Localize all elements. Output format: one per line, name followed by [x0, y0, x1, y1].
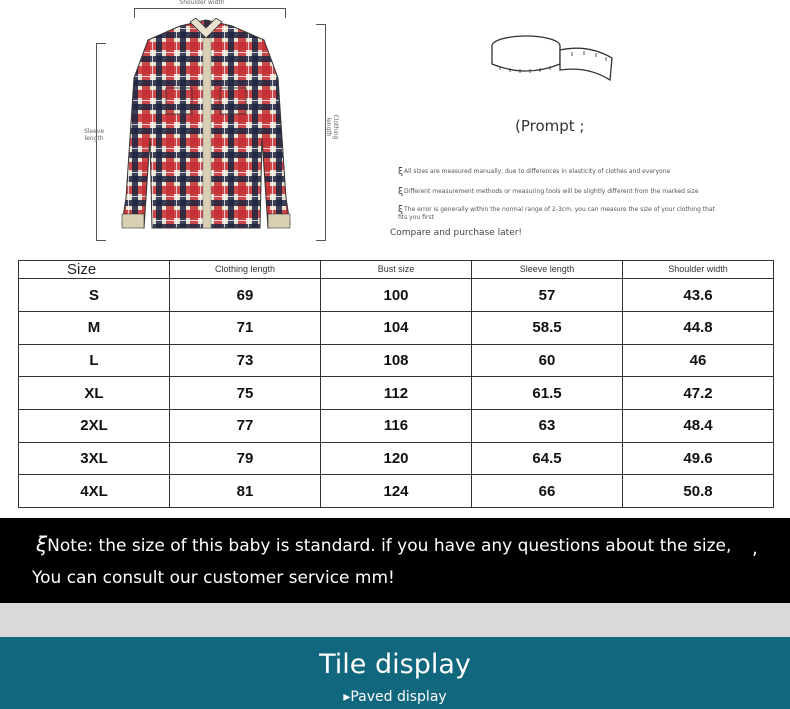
size-cell: XL — [19, 377, 170, 410]
customer-service-note-band — [0, 518, 790, 603]
sleeve-length-cell: 60 — [472, 344, 623, 377]
shoulder-width-cell: 43.6 — [623, 279, 774, 312]
measuring-tape-icon — [488, 30, 618, 85]
table-row — [19, 279, 774, 312]
tile-display-title: Tile display — [319, 649, 471, 680]
sleeve-length-cell: 61.5 — [472, 377, 623, 410]
size-cell: 3XL — [19, 442, 170, 475]
size-cell: 4XL — [19, 475, 170, 508]
header-size: Size — [19, 261, 170, 279]
bust-size-cell: 116 — [321, 409, 472, 442]
note-line: ξDifferent measurement methods or measuring tools will be slightly different from the marked size — [398, 187, 699, 197]
note-line: ξAll sizes are measured manually, due to differences in elasticity of clothes and everyone — [398, 167, 671, 177]
table-header-row — [19, 261, 774, 279]
bust-size-cell: 124 — [321, 475, 472, 508]
size-table — [18, 260, 774, 508]
plaid-shirt-image — [118, 18, 294, 240]
table-row — [19, 442, 774, 475]
sleeve-length-cell: 63 — [472, 409, 623, 442]
note-line-1: ξNote: the size of this baby is standard. if you have any questions about the size, — [36, 532, 732, 556]
sleeve-length-cell: 58.5 — [472, 311, 623, 344]
header-bust-size: Bust size — [321, 261, 472, 279]
size-cell: 2XL — [19, 409, 170, 442]
note-line-2: You can consult our customer service mm! — [32, 568, 395, 588]
bust-size-cell: 108 — [321, 344, 472, 377]
clothing-length-label: Clothing length — [325, 114, 339, 140]
paved-display-subtitle: ▸Paved display — [343, 689, 447, 705]
clothing-length-cell: 75 — [170, 377, 321, 410]
tile-display-banner — [0, 637, 790, 709]
sleeve-length-cell: 57 — [472, 279, 623, 312]
note-bullet-icon: ξ — [398, 167, 404, 177]
clothing-length-cell: 79 — [170, 442, 321, 475]
shoulder-width-cell: 50.8 — [623, 475, 774, 508]
clothing-length-cell: 69 — [170, 279, 321, 312]
size-cell: M — [19, 311, 170, 344]
sleeve-length-cell: 66 — [472, 475, 623, 508]
clothing-length-cell: 77 — [170, 409, 321, 442]
bust-size-cell: 120 — [321, 442, 472, 475]
divider-band — [0, 603, 790, 637]
shoulder-width-cell: 48.4 — [623, 409, 774, 442]
prompt-heading: (Prompt ; — [515, 117, 585, 135]
shoulder-width-cell: 44.8 — [623, 311, 774, 344]
header-clothing-length: Clothing length — [170, 261, 321, 279]
size-cell: S — [19, 279, 170, 312]
note-line: ξThe error is generally within the normal range of 2-3cm, you can measure the size of your clothing that fits you first — [398, 205, 715, 221]
table-row — [19, 311, 774, 344]
clothing-length-cell: 71 — [170, 311, 321, 344]
header-shoulder-width: Shoulder width — [623, 261, 774, 279]
note-mark-icon: ξ — [36, 532, 48, 556]
sleeve-length-cell: 64.5 — [472, 442, 623, 475]
shoulder-width-cell: 49.6 — [623, 442, 774, 475]
table-row — [19, 377, 774, 410]
sleeve-length-label: Sleeve length — [83, 128, 105, 142]
clothing-length-cell: 73 — [170, 344, 321, 377]
shoulder-width-cell: 47.2 — [623, 377, 774, 410]
size-cell: L — [19, 344, 170, 377]
header-sleeve-length: Sleeve length — [472, 261, 623, 279]
bust-size-cell: 112 — [321, 377, 472, 410]
bust-size-cell: 104 — [321, 311, 472, 344]
shoulder-width-cell: 46 — [623, 344, 774, 377]
table-row — [19, 409, 774, 442]
note-comma: , — [752, 538, 758, 559]
table-row — [19, 475, 774, 508]
note-bullet-icon: ξ — [398, 205, 404, 215]
note-bullet-icon: ξ — [398, 187, 404, 197]
table-row — [19, 344, 774, 377]
bust-size-cell: 100 — [321, 279, 472, 312]
compare-note: Compare and purchase later! — [390, 228, 523, 238]
clothing-length-cell: 81 — [170, 475, 321, 508]
size-guide-header — [0, 0, 790, 255]
shoulder-width-bracket — [134, 8, 286, 18]
shoulder-width-label: Shoulder width — [172, 0, 232, 6]
sleeve-length-bracket — [96, 43, 106, 241]
